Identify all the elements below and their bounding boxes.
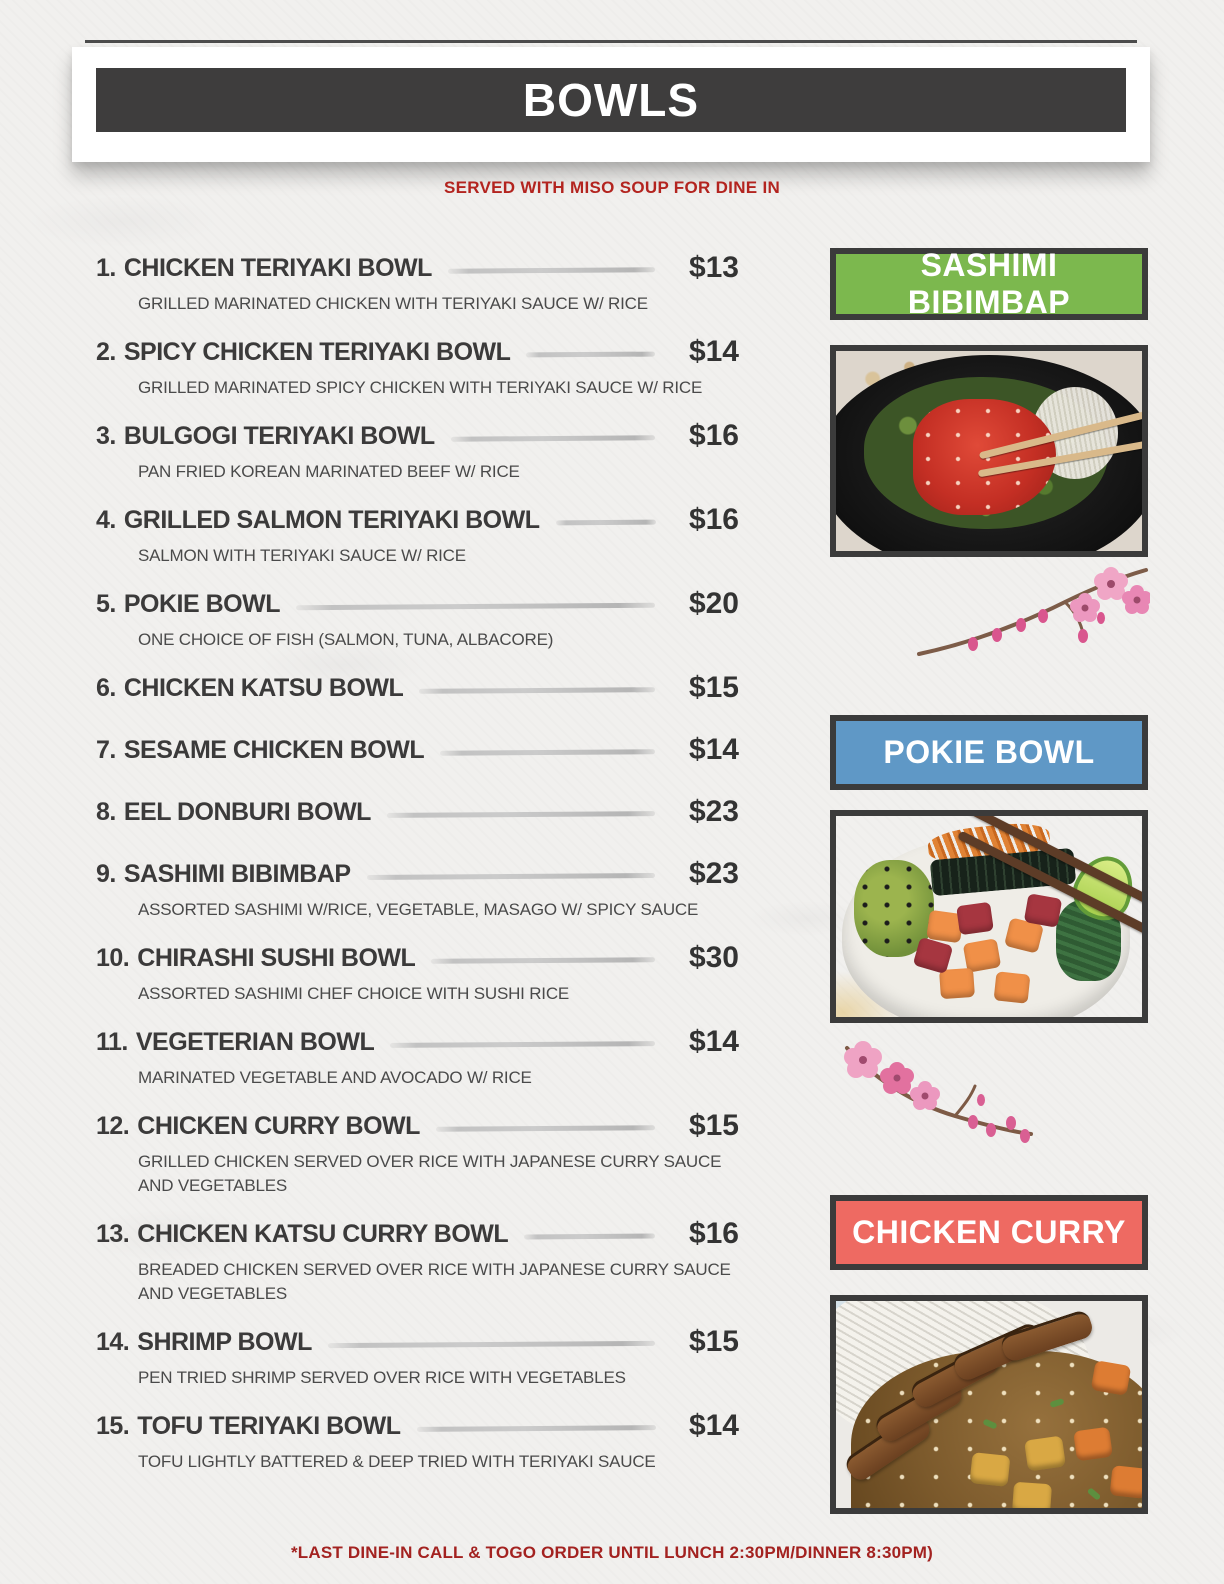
item-description: ONE CHOICE OF FISH (SALMON, TUNA, ALBACORE) xyxy=(138,630,554,649)
item-price: $14 xyxy=(688,733,739,766)
item-row xyxy=(96,940,739,976)
menu-item xyxy=(96,1216,739,1306)
item-row xyxy=(96,586,739,622)
item-title xyxy=(96,338,510,367)
potato-chunk xyxy=(969,1452,1010,1487)
item-price: $23 xyxy=(688,795,739,828)
tuna-cube xyxy=(1023,894,1062,928)
item-name: SASHIMI BIBIMBAP xyxy=(123,859,351,888)
item-number: 1. xyxy=(96,253,116,282)
item-row xyxy=(96,794,739,830)
item-row xyxy=(96,1108,739,1144)
brush-line xyxy=(328,1340,655,1347)
item-name: CHICKEN CURRY BOWL xyxy=(137,1111,420,1140)
item-name: SHRIMP BOWL xyxy=(137,1327,312,1356)
item-price: $20 xyxy=(688,587,739,620)
title-banner xyxy=(96,68,1126,132)
item-name: CHICKEN KATSU CURRY BOWL xyxy=(137,1219,509,1248)
pokie-bowl-label: POKIE BOWL xyxy=(830,715,1148,790)
menu-item xyxy=(96,794,739,830)
item-title xyxy=(96,422,435,451)
potato-chunk xyxy=(1012,1482,1052,1514)
item-name: CHICKEN KATSU BOWL xyxy=(123,673,404,702)
carrot-chunk xyxy=(1110,1465,1148,1499)
item-name: EEL DONBURI BOWL xyxy=(123,797,371,826)
menu-item xyxy=(96,1024,739,1090)
potato-chunk xyxy=(1024,1435,1066,1471)
brush-line xyxy=(431,957,655,964)
item-number: 5. xyxy=(96,589,116,618)
item-price: $15 xyxy=(688,671,739,704)
item-row xyxy=(96,1216,739,1252)
item-number: 8. xyxy=(96,797,116,826)
menu-item xyxy=(96,856,739,922)
item-title xyxy=(96,1028,374,1057)
menu-item xyxy=(96,502,739,568)
menu-item xyxy=(96,732,739,768)
cherry-blossom-icon xyxy=(833,1028,1041,1153)
brush-line xyxy=(526,351,655,357)
item-name: SPICY CHICKEN TERIYAKI BOWL xyxy=(123,337,511,366)
brush-line xyxy=(387,811,655,818)
item-row xyxy=(96,1024,739,1060)
brush-line xyxy=(556,519,656,525)
item-price: $16 xyxy=(688,419,739,452)
item-row xyxy=(96,1408,739,1444)
item-number: 13. xyxy=(96,1219,130,1248)
item-title xyxy=(96,860,351,889)
menu-item xyxy=(96,1108,739,1198)
item-name: POKIE BOWL xyxy=(123,589,280,618)
item-row xyxy=(96,250,739,286)
item-title xyxy=(96,506,540,535)
item-name: BULGOGI TERIYAKI BOWL xyxy=(123,421,435,450)
item-number: 7. xyxy=(96,735,116,764)
cherry-blossom-icon xyxy=(915,556,1150,666)
menu-item xyxy=(96,1324,739,1390)
menu-item xyxy=(96,670,739,706)
item-title xyxy=(96,944,415,973)
menu-item xyxy=(96,250,739,316)
item-number: 9. xyxy=(96,859,116,888)
pokie-bowl-photo xyxy=(830,810,1148,1023)
item-price: $14 xyxy=(688,335,739,368)
brush-line xyxy=(419,687,655,694)
item-description: ASSORTED SASHIMI CHEF CHOICE WITH SUSHI RICE xyxy=(138,984,570,1003)
salmon-cube xyxy=(994,971,1031,1003)
item-price: $14 xyxy=(688,1025,739,1058)
item-title xyxy=(96,590,280,619)
item-description: SALMON WITH TERIYAKI SAUCE W/ RICE xyxy=(138,546,466,565)
item-title xyxy=(96,1328,312,1357)
brush-line xyxy=(417,1425,656,1432)
item-description: MARINATED VEGETABLE AND AVOCADO W/ RICE xyxy=(138,1068,532,1087)
brush-line xyxy=(448,267,655,273)
brush-line xyxy=(451,435,655,441)
chicken-curry-label: CHICKEN CURRY xyxy=(830,1195,1148,1270)
item-row xyxy=(96,334,739,370)
item-description: GRILLED MARINATED SPICY CHICKEN WITH TERIYAKI SAUCE W/ RICE xyxy=(138,378,703,397)
item-description: BREADED CHICKEN SERVED OVER RICE WITH JAPANESE CURRY SAUCE AND VEGETABLES xyxy=(138,1260,731,1303)
item-row xyxy=(96,670,739,706)
tuna-cube xyxy=(957,902,995,935)
chicken-curry-photo xyxy=(830,1295,1148,1514)
brush-line xyxy=(367,872,655,879)
item-row xyxy=(96,1324,739,1360)
item-price: $13 xyxy=(688,251,739,284)
item-name: CHIRASHI SUSHI BOWL xyxy=(137,943,416,972)
item-title xyxy=(96,736,424,765)
menu-item-list xyxy=(96,250,739,1492)
item-title xyxy=(96,254,432,283)
item-name: TOFU TERIYAKI BOWL xyxy=(137,1411,401,1440)
item-row xyxy=(96,856,739,892)
item-description: GRILLED MARINATED CHICKEN WITH TERIYAKI SAUCE W/ RICE xyxy=(138,294,648,313)
item-number: 14. xyxy=(96,1327,130,1356)
sashimi-bibimbap-label: SASHIMI BIBIMBAP xyxy=(830,248,1148,320)
item-price: $30 xyxy=(688,941,739,974)
header-card xyxy=(72,47,1150,162)
item-price: $16 xyxy=(688,503,739,536)
page-title: BOWLS xyxy=(522,74,700,126)
item-number: 15. xyxy=(96,1411,130,1440)
item-description: PEN TRIED SHRIMP SERVED OVER RICE WITH VEGETABLES xyxy=(138,1368,626,1387)
menu-item xyxy=(96,586,739,652)
salmon-cube xyxy=(939,968,975,999)
item-row xyxy=(96,732,739,768)
brush-line xyxy=(390,1041,655,1048)
item-title xyxy=(96,798,371,827)
item-title xyxy=(96,1412,401,1441)
footnote: *LAST DINE-IN CALL & TOGO ORDER UNTIL LUNCH 2:30PM/DINNER 8:30PM) xyxy=(290,1543,934,1562)
item-title xyxy=(96,1112,420,1141)
item-number: 3. xyxy=(96,421,116,450)
salmon-cube xyxy=(962,938,1001,972)
item-price: $23 xyxy=(688,857,739,890)
brush-line xyxy=(296,602,655,610)
item-name: VEGETERIAN BOWL xyxy=(135,1027,375,1056)
item-number: 6. xyxy=(96,673,116,702)
item-description: GRILLED CHICKEN SERVED OVER RICE WITH JAPANESE CURRY SAUCE AND VEGETABLES xyxy=(138,1152,722,1195)
item-price: $15 xyxy=(688,1325,739,1358)
header-rule xyxy=(85,40,1137,43)
item-title xyxy=(96,674,403,703)
item-number: 10. xyxy=(96,943,130,972)
item-name: GRILLED SALMON TERIYAKI BOWL xyxy=(123,505,540,534)
brush-line xyxy=(436,1125,655,1132)
item-description: PAN FRIED KOREAN MARINATED BEEF W/ RICE xyxy=(138,462,520,481)
sashimi-bibimbap-photo xyxy=(830,345,1148,557)
carrot-chunk xyxy=(1073,1427,1113,1462)
item-number: 4. xyxy=(96,505,116,534)
item-price: $16 xyxy=(688,1217,739,1250)
carrot-chunk xyxy=(1091,1360,1132,1396)
brush-line xyxy=(440,749,655,756)
menu-item xyxy=(96,418,739,484)
menu-item xyxy=(96,1408,739,1474)
menu-item xyxy=(96,334,739,400)
item-name: CHICKEN TERIYAKI BOWL xyxy=(123,253,432,282)
item-number: 12. xyxy=(96,1111,130,1140)
item-number: 11. xyxy=(96,1027,128,1056)
item-row xyxy=(96,418,739,454)
item-description: ASSORTED SASHIMI W/RICE, VEGETABLE, MASAGO W/ SPICY SAUCE xyxy=(138,900,699,919)
item-name: SESAME CHICKEN BOWL xyxy=(123,735,425,764)
item-price: $14 xyxy=(688,1409,739,1442)
item-description: TOFU LIGHTLY BATTERED & DEEP TRIED WITH TERIYAKI SAUCE xyxy=(138,1452,656,1471)
item-price: $15 xyxy=(688,1109,739,1142)
item-number: 2. xyxy=(96,337,116,366)
menu-subtitle: SERVED WITH MISO SOUP FOR DINE IN xyxy=(443,178,781,197)
item-title xyxy=(96,1220,508,1249)
item-row xyxy=(96,502,739,538)
brush-line xyxy=(524,1233,655,1239)
menu-item xyxy=(96,940,739,1006)
